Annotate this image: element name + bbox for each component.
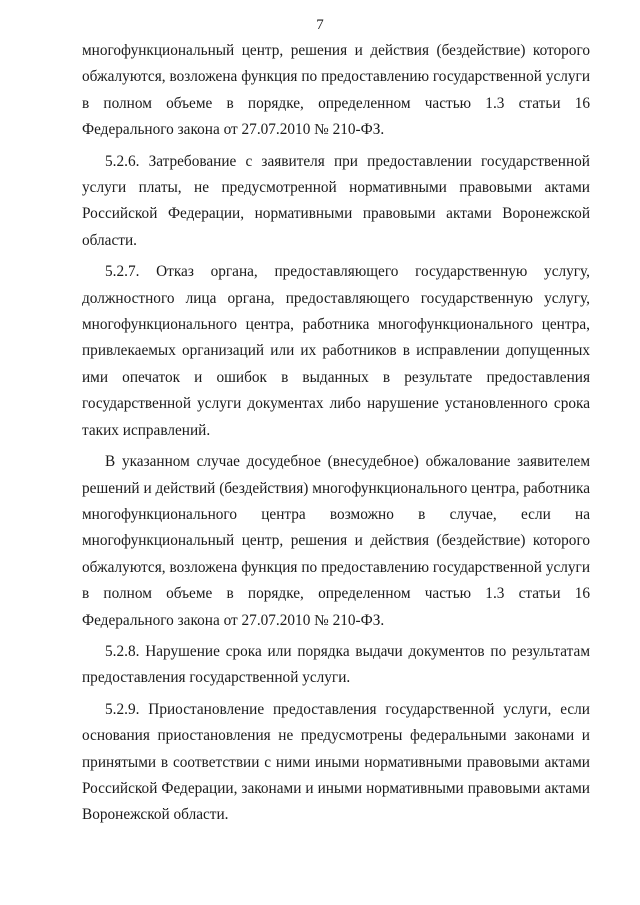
document-body: [82, 38, 590, 834]
paragraph-5-2-8: 5.2.8. Нарушение срока или порядка выдачи документов по результатам предоставления государственной услуги.: [82, 642, 590, 687]
page-number: 7: [316, 17, 324, 33]
paragraph-5-2-7-note: В указанном случае досудебное (внесудебное) обжалование заявителем решений и действий (бездействия) многофункционального центра, работника многофункционального центра возможно в случае, если на многофункциональный центр, решения и действия (бездействие) которого обжалуются, возложена функция по предоставлению государственной услуги в полном объеме в порядке, определенном частью 1.3 статьи 16 Федерального закона от 27.07.2010 № 210-ФЗ.: [82, 453, 590, 629]
paragraph-continuation: многофункциональный центр, решения и действия (бездействие) которого обжалуются, возложена функция по предоставлению государственной услуги в полном объеме в порядке, определенном частью 1.3 статьи 16 Федерального закона от 27.07.2010 № 210-ФЗ.: [82, 42, 590, 139]
paragraph-5-2-9: 5.2.9. Приостановление предоставления государственной услуги, если основания приостановления не предусмотрены федеральными законами и принятыми в соответствии с ними иными нормативными правовыми актами Российской Федерации, законами и иными нормативными правовыми актами Воронежской области.: [82, 700, 590, 824]
paragraph-5-2-6: 5.2.6. Затребование с заявителя при предоставлении государственной услуги платы, не предусмотренной нормативными правовыми актами Российской Федерации, нормативными правовыми актами Воронежской области.: [82, 152, 590, 249]
paragraph-5-2-7: 5.2.7. Отказ органа, предоставляющего государственную услугу, должностного лица органа, предоставляющего государственную услугу, многофункционального центра, работника многофункционального центра, привлекаемых организаций или их работников в исправлении допущенных ими опечаток и ошибок в выданных в результате предоставления государственной услуги документах либо нарушение установленного срока таких исправлений.: [82, 263, 590, 439]
